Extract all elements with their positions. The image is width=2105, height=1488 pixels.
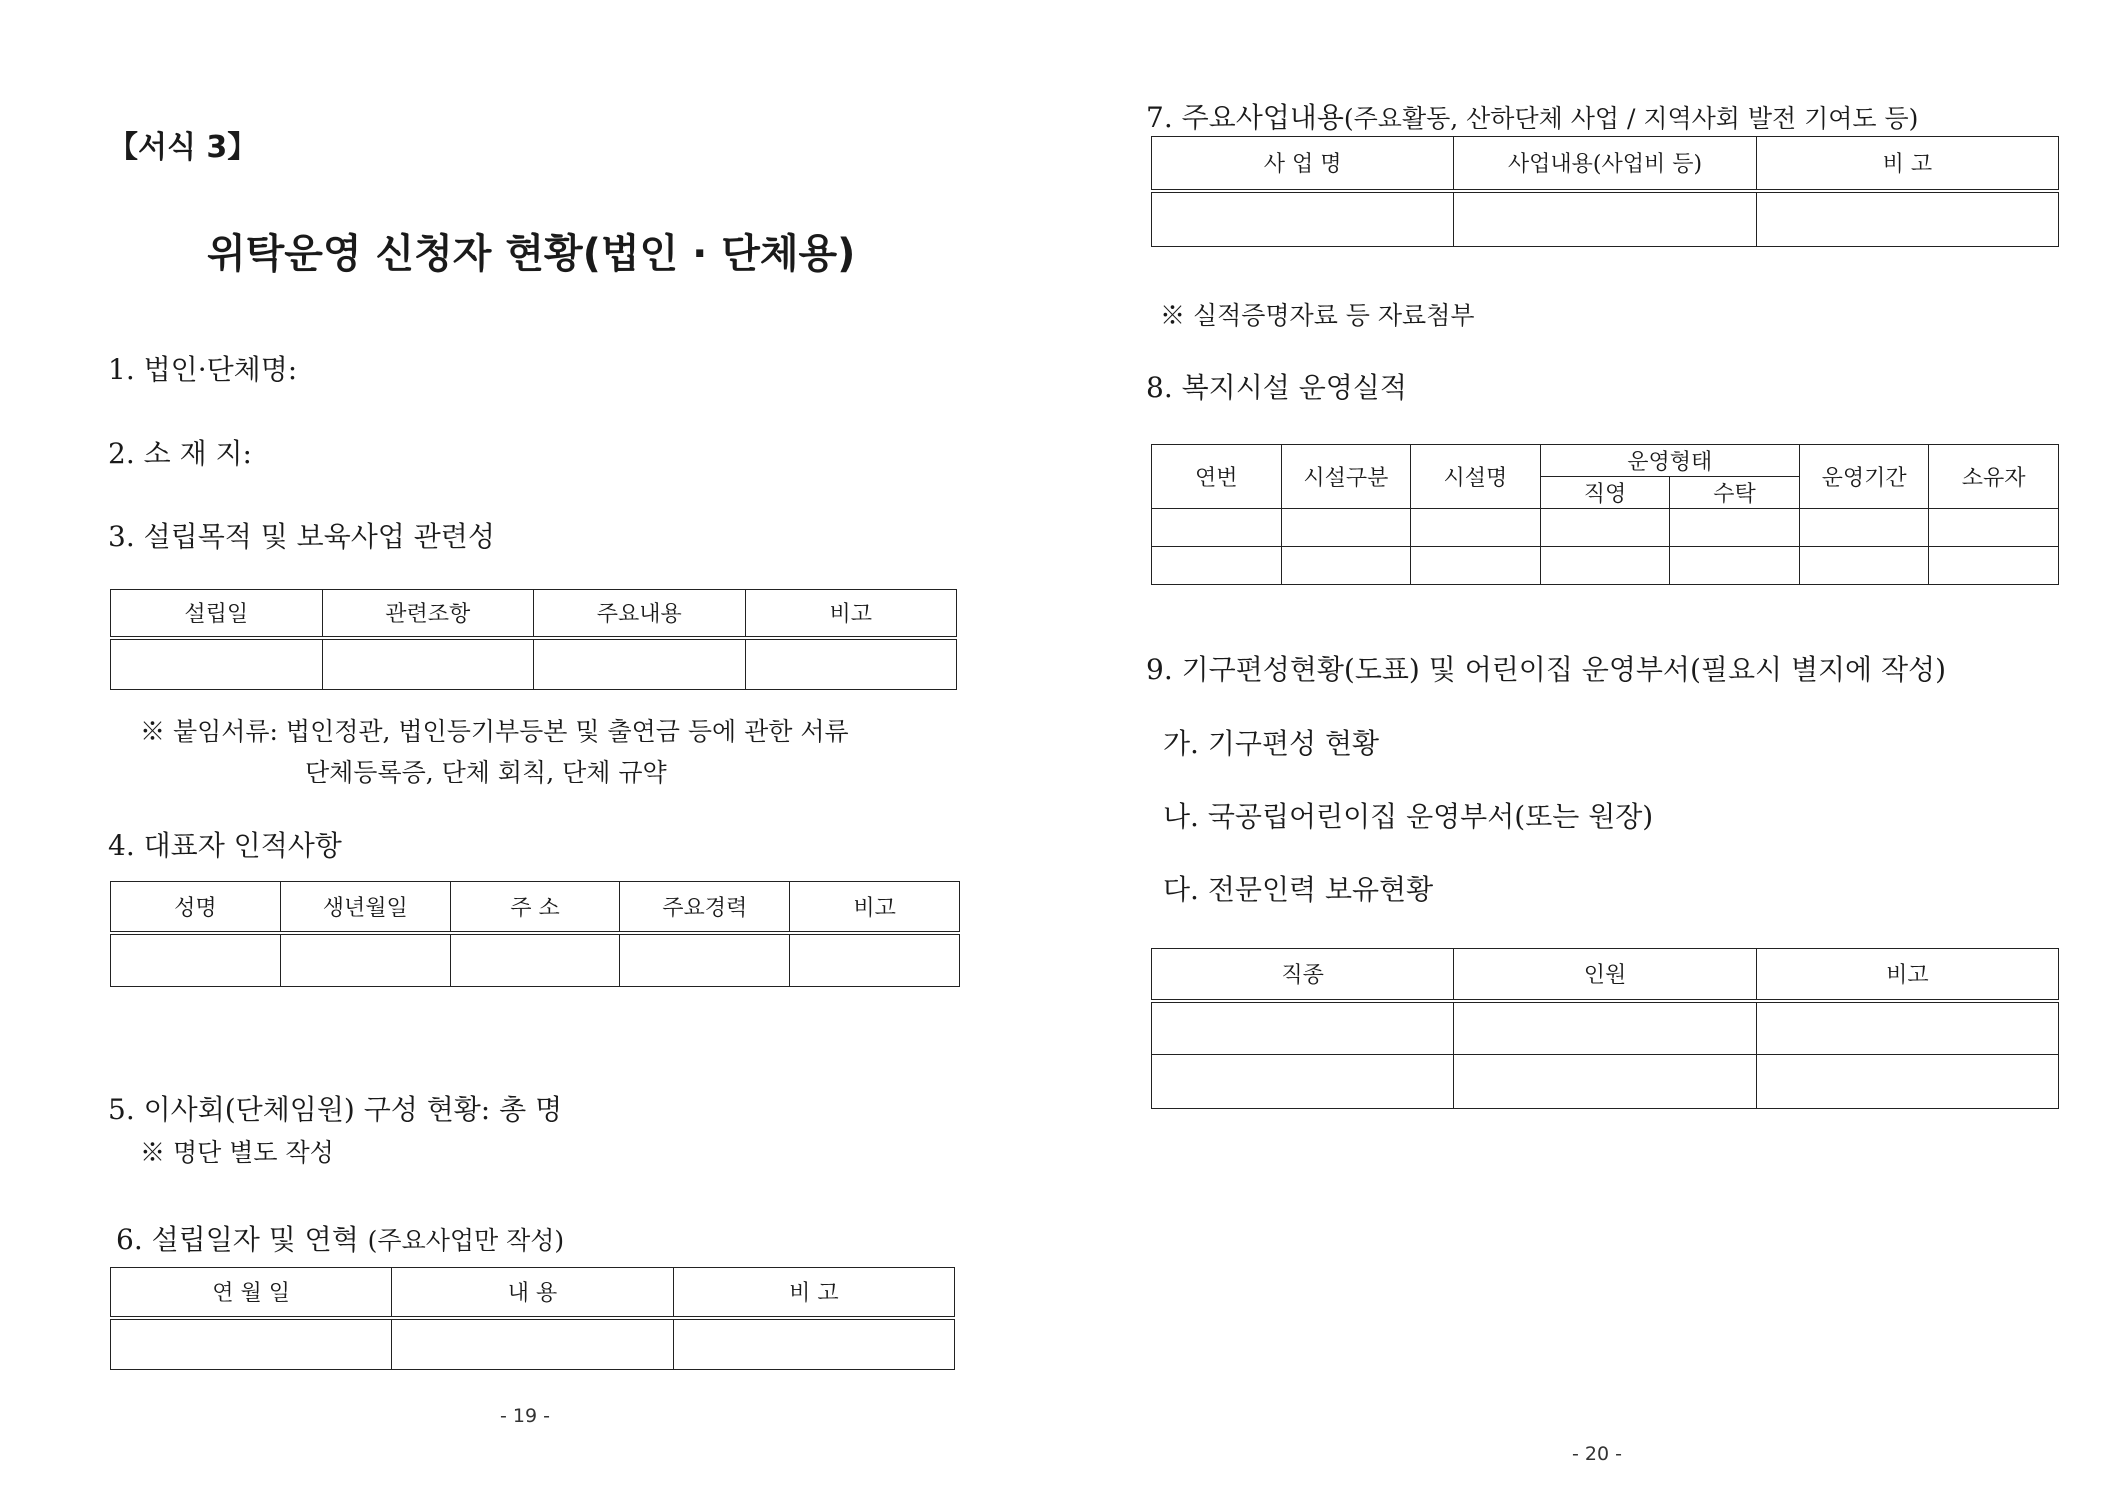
evidence-note: ※ 실적증명자료 등 자료첨부 [1160, 301, 1475, 330]
item-9-organization: 9. 기구편성현황(도표) 및 어린이집 운영부서(필요시 별지에 작성) [1146, 653, 1947, 686]
attachment-note-line2: 단체등록증, 단체 회칙, 단체 규약 [305, 758, 667, 787]
item-8-welfare-facilities: 8. 복지시설 운영실적 [1146, 371, 1407, 404]
header-cell: 운영기간 [1799, 445, 1929, 509]
table-cell[interactable] [111, 1318, 392, 1370]
item-6-label: 6. 설립일자 및 연혁 [116, 1223, 359, 1256]
header-cell: 성명 [111, 882, 281, 933]
subheader-cell: 직영 [1540, 477, 1670, 509]
table-cell[interactable] [1929, 509, 2059, 547]
item-9b: 나. 국공립어린이집 운영부서(또는 원장) [1163, 800, 1654, 833]
table-cell[interactable] [1152, 191, 1454, 247]
table-cell[interactable] [790, 933, 960, 987]
header-cell: 시설구분 [1281, 445, 1411, 509]
item-7-sub: (주요활동, 산하단체 사업 / 지역사회 발전 기여도 등) [1343, 104, 1919, 133]
table-cell[interactable] [1152, 1055, 1454, 1109]
table-cell[interactable] [111, 638, 323, 690]
header-cell: 인원 [1454, 949, 1756, 1001]
table-cell[interactable] [1799, 509, 1929, 547]
header-cell: 생년월일 [280, 882, 450, 933]
table-cell[interactable] [1929, 547, 2059, 585]
header-cell: 연 월 일 [111, 1268, 392, 1318]
header-cell: 사업내용(사업비 등) [1454, 137, 1756, 191]
item-9a: 가. 기구편성 현황 [1163, 727, 1380, 760]
table-establishment [110, 589, 957, 690]
table-cell[interactable] [1756, 1001, 2058, 1055]
header-cell: 설립일 [111, 590, 323, 638]
table-cell[interactable] [111, 933, 281, 987]
table-cell[interactable] [1411, 509, 1541, 547]
form-label: 【서식 3】 [108, 130, 258, 165]
table-cell[interactable] [1411, 547, 1541, 585]
table-history [110, 1267, 955, 1370]
page-number-left: - 19 - [500, 1405, 550, 1427]
page-number-right: - 20 - [1572, 1443, 1622, 1465]
table-cell[interactable] [1152, 509, 1282, 547]
header-cell: 비고 [1756, 949, 2058, 1001]
header-cell-operation-type: 운영형태 [1540, 445, 1799, 477]
table-cell[interactable] [1540, 509, 1670, 547]
table-cell[interactable] [745, 638, 957, 690]
item-7-label: 7. 주요사업내용 [1146, 101, 1344, 134]
item-7-main-business [1146, 96, 1918, 136]
table-cell[interactable] [1756, 1055, 2058, 1109]
item-5-board: 5. 이사회(단체임원) 구성 현황: 총 명 [108, 1093, 563, 1126]
header-cell: 연번 [1152, 445, 1282, 509]
table-cell[interactable] [392, 1318, 673, 1370]
table-cell[interactable] [620, 933, 790, 987]
item-9c: 다. 전문인력 보유현황 [1163, 873, 1434, 906]
header-cell: 비 고 [1756, 137, 2058, 191]
table-cell[interactable] [450, 933, 620, 987]
table-cell[interactable] [1454, 1055, 1756, 1109]
header-cell: 사 업 명 [1152, 137, 1454, 191]
table-cell[interactable] [1454, 191, 1756, 247]
table-staff [1151, 948, 2059, 1109]
header-cell: 소유자 [1929, 445, 2059, 509]
header-cell: 주 소 [450, 882, 620, 933]
attachment-note: ※ 붙임서류: 법인정관, 법인등기부등본 및 출연금 등에 관한 서류 [140, 717, 849, 746]
header-cell: 관련조항 [322, 590, 534, 638]
table-business [1151, 136, 2059, 247]
item-4-representative: 4. 대표자 인적사항 [108, 829, 342, 862]
table-cell[interactable] [1152, 547, 1282, 585]
item-6-history [116, 1218, 564, 1258]
table-cell[interactable] [1152, 1001, 1454, 1055]
table-cell[interactable] [1670, 547, 1800, 585]
header-cell: 비고 [790, 882, 960, 933]
document-title: 위탁운영 신청자 현황(법인 · 단체용) [207, 231, 856, 277]
table-cell[interactable] [1281, 509, 1411, 547]
item-1-org-name: 1. 법인·단체명: [108, 353, 298, 386]
table-cell[interactable] [1799, 547, 1929, 585]
header-cell: 비고 [745, 590, 957, 638]
board-note: ※ 명단 별도 작성 [140, 1138, 334, 1167]
table-cell[interactable] [1454, 1001, 1756, 1055]
table-cell[interactable] [1540, 547, 1670, 585]
header-cell: 주요경력 [620, 882, 790, 933]
table-cell[interactable] [1281, 547, 1411, 585]
header-cell: 직종 [1152, 949, 1454, 1001]
item-2-address: 2. 소 재 지: [108, 437, 252, 470]
header-cell: 비 고 [673, 1268, 954, 1318]
header-cell: 주요내용 [534, 590, 746, 638]
subheader-cell: 수탁 [1670, 477, 1800, 509]
table-cell[interactable] [1756, 191, 2058, 247]
table-representative [110, 881, 960, 987]
header-cell: 시설명 [1411, 445, 1541, 509]
table-cell[interactable] [280, 933, 450, 987]
header-cell: 내 용 [392, 1268, 673, 1318]
table-cell[interactable] [673, 1318, 954, 1370]
table-cell[interactable] [534, 638, 746, 690]
table-cell[interactable] [1670, 509, 1800, 547]
item-6-sub: (주요사업만 작성) [367, 1226, 565, 1255]
item-3-purpose: 3. 설립목적 및 보육사업 관련성 [108, 520, 495, 553]
table-facilities [1151, 444, 2059, 585]
table-cell[interactable] [322, 638, 534, 690]
